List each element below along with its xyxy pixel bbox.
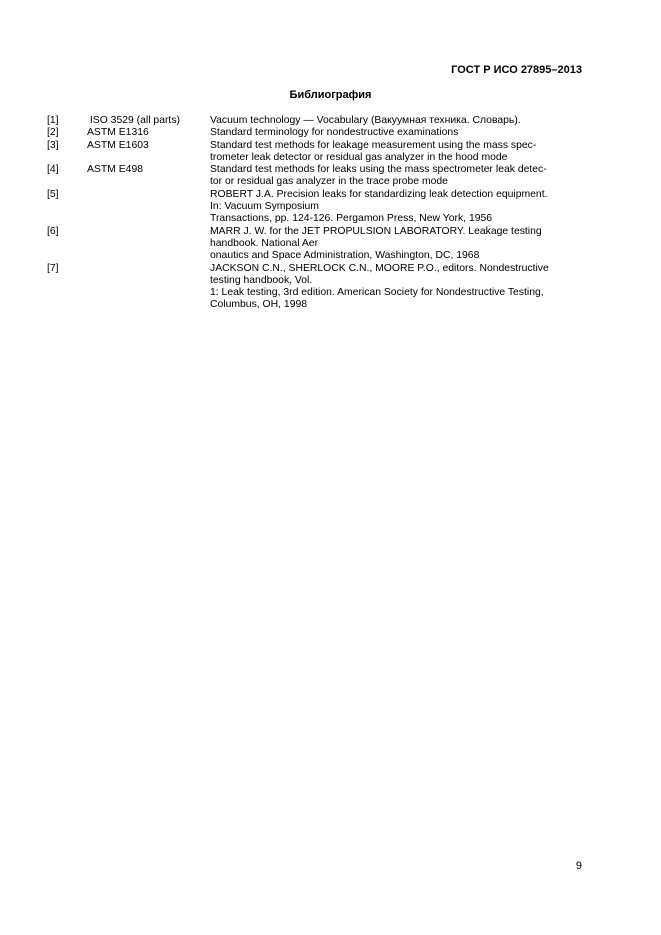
entry-code: ASTM E498 — [87, 164, 144, 176]
entry-text-line: 1: Leak testing, 3rd edition. American Society for Nondestructive Testing, — [210, 287, 544, 299]
entry-number: [5] — [47, 188, 59, 200]
bibliography-entry — [47, 127, 577, 139]
entry-number: [3] — [47, 139, 59, 151]
entry-number: [2] — [47, 127, 59, 139]
bibliography-entry — [47, 115, 577, 127]
entry-text-line: testing handbook, Vol. — [210, 274, 313, 286]
entry-number: [4] — [47, 164, 59, 176]
entry-text-line: Columbus, OH, 1998 — [210, 299, 308, 311]
entry-text-line: In: Vacuum Symposium — [210, 201, 319, 213]
bibliography-entry — [47, 189, 577, 226]
entry-text-line: onautics and Space Administration, Washington, DC, 1968 — [210, 250, 480, 262]
page-number: 9 — [575, 860, 582, 872]
entry-text — [210, 164, 577, 189]
entry-text-line: tor or residual gas analyzer in the trace probe mode — [210, 176, 448, 188]
entry-text — [210, 127, 577, 139]
entry-code — [87, 189, 210, 226]
entry-text — [210, 189, 577, 226]
entry-number: [1] — [47, 115, 59, 126]
entry-code: ISO 3529 (all parts) — [87, 115, 180, 126]
entry-number: [7] — [47, 262, 59, 274]
entry-text-line: ROBERT J.A. Precision leaks for standardizing leak detection equipment. — [210, 188, 548, 200]
bibliography-entry — [47, 140, 577, 165]
standard-number: ГОСТ Р ИСО 27895–2013 — [451, 64, 582, 76]
entry-code — [87, 263, 210, 312]
entry-number: [6] — [47, 225, 59, 237]
entry-text-line: handbook. National Aer — [210, 237, 319, 249]
entry-text-line: Standard test methods for leakage measurement using the mass spec- — [210, 139, 537, 151]
entry-text-line: MARR J. W. for the JET PROPULSION LABORATORY. Leakage testing — [210, 225, 542, 237]
entry-code: ASTM E1316 — [87, 127, 149, 139]
bibliography-list — [47, 115, 577, 312]
entry-code: ASTM E1603 — [87, 139, 149, 151]
entry-text-line: Standard terminology for nondestructive examinations — [210, 127, 459, 139]
entry-text-line: trometer leak detector or residual gas analyzer in the hood mode — [210, 151, 508, 163]
bibliography-entry — [47, 226, 577, 263]
entry-text — [210, 226, 577, 263]
entry-text-line: Transactions, pp. 124-126. Pergamon Press, New York, 1956 — [210, 213, 493, 225]
entry-text — [210, 140, 577, 165]
entry-text-line: JACKSON C.N., SHERLOCK C.N., MOORE P.O., editors. Nondestructive — [210, 262, 549, 274]
bibliography-title: Библиография — [289, 89, 372, 101]
bibliography-entry — [47, 164, 577, 189]
bibliography-entry — [47, 263, 577, 312]
entry-code — [87, 226, 210, 263]
entry-text-line: Standard test methods for leaks using the mass spectrometer leak detec- — [210, 164, 547, 176]
entry-text-line: Vacuum technology — Vocabulary (Вакуумная техника. Словарь). — [210, 115, 521, 126]
entry-text — [210, 263, 577, 312]
entry-text — [210, 115, 577, 127]
